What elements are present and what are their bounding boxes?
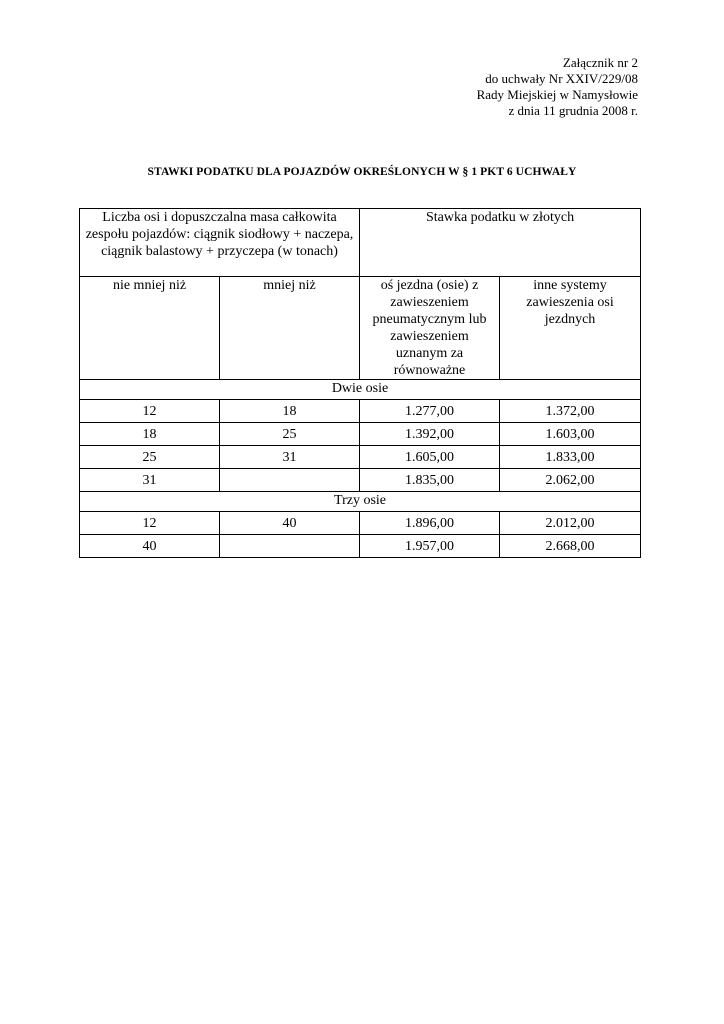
table-row	[80, 469, 641, 492]
cell-rate-other: 2.668,00	[500, 535, 641, 558]
cell-rate-pneumatic: 1.277,00	[360, 400, 500, 423]
attachment-number: Załącznik nr 2	[562, 55, 638, 70]
cell-rate-pneumatic: 1.896,00	[360, 512, 500, 535]
cell-less-than	[220, 469, 360, 492]
table-row	[80, 535, 641, 558]
subheader-other-suspension: inne systemy zawieszenia osi jezdnych	[500, 277, 641, 380]
cell-rate-pneumatic: 1.835,00	[360, 469, 500, 492]
subheader-pneumatic-suspension: oś jezdna (osie) z zawieszeniem pneumatycznym lub zawieszeniem uznanym za równoważne	[360, 277, 500, 380]
cell-not-less-than: 18	[80, 423, 220, 446]
cell-rate-other: 2.012,00	[500, 512, 641, 535]
cell-less-than: 31	[220, 446, 360, 469]
group-label-three-axles: Trzy osie	[80, 492, 641, 512]
tax-rate-table	[79, 208, 641, 558]
group-label-two-axles: Dwie osie	[80, 380, 641, 400]
cell-less-than: 25	[220, 423, 360, 446]
table-row	[80, 446, 641, 469]
cell-not-less-than: 40	[80, 535, 220, 558]
cell-not-less-than: 31	[80, 469, 220, 492]
document-title: STAWKI PODATKU DLA POJAZDÓW OKREŚLONYCH W § 1 PKT 6 UCHWAŁY	[147, 166, 577, 178]
attachment-header	[477, 55, 638, 119]
council-name: Rady Miejskiej w Namysłowie	[476, 87, 638, 102]
subheader-not-less-than: nie mniej niż	[80, 277, 220, 380]
cell-not-less-than: 12	[80, 400, 220, 423]
cell-less-than: 40	[220, 512, 360, 535]
cell-rate-pneumatic: 1.957,00	[360, 535, 500, 558]
group-row	[80, 380, 641, 400]
cell-rate-other: 1.833,00	[500, 446, 641, 469]
subheader-less-than: mniej niż	[220, 277, 360, 380]
cell-less-than: 18	[220, 400, 360, 423]
table-subheader-row	[80, 277, 641, 380]
cell-less-than	[220, 535, 360, 558]
cell-rate-pneumatic: 1.392,00	[360, 423, 500, 446]
cell-rate-other: 2.062,00	[500, 469, 641, 492]
header-axles-mass: Liczba osi i dopuszczalna masa całkowita zespołu pojazdów: ciągnik siodłowy + naczepa, ciągnik balastowy + przyczepa (w tonach)	[80, 209, 360, 277]
table-header-row	[80, 209, 641, 277]
header-tax-rate: Stawka podatku w złotych	[360, 209, 641, 277]
group-row	[80, 492, 641, 512]
table-row	[80, 400, 641, 423]
cell-rate-other: 1.603,00	[500, 423, 641, 446]
table-row	[80, 423, 641, 446]
resolution-date: z dnia 11 grudnia 2008 r.	[508, 103, 638, 118]
cell-not-less-than: 25	[80, 446, 220, 469]
cell-rate-pneumatic: 1.605,00	[360, 446, 500, 469]
table-row	[80, 512, 641, 535]
resolution-number: do uchwały Nr XXIV/229/08	[485, 71, 638, 86]
cell-not-less-than: 12	[80, 512, 220, 535]
cell-rate-other: 1.372,00	[500, 400, 641, 423]
